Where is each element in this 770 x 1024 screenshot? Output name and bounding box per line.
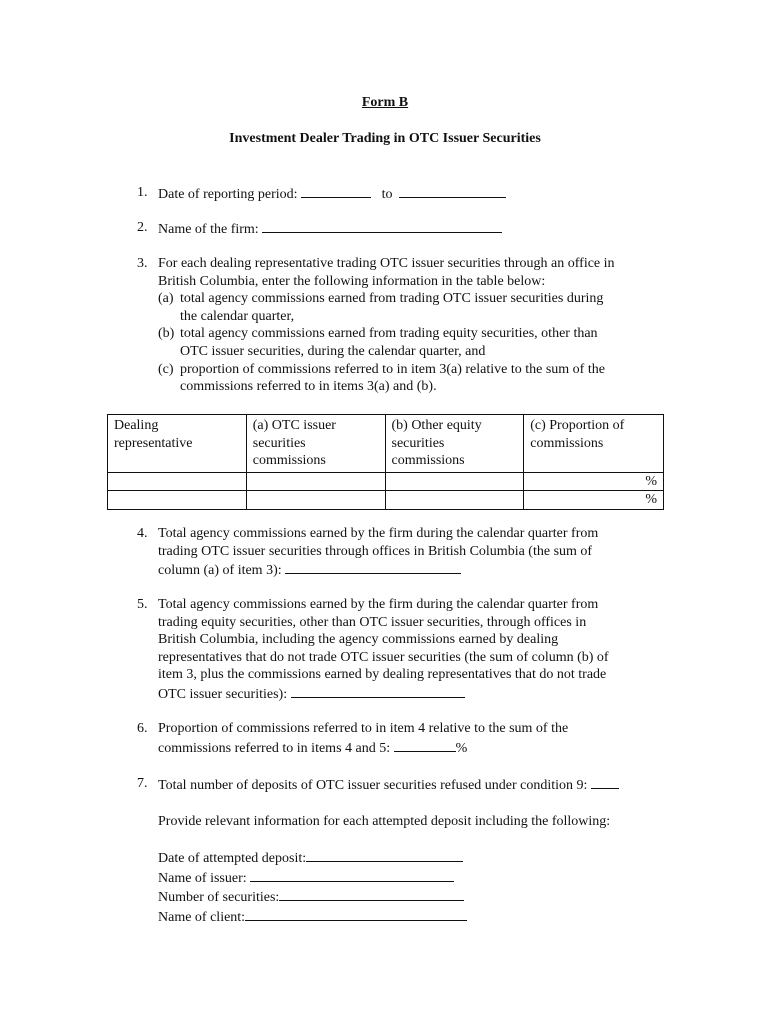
table-cell[interactable] [385, 472, 524, 491]
table-cell[interactable] [108, 472, 247, 491]
item-1-to: to [381, 187, 393, 202]
item-6-line: commissions referred to in items 4 and 5: [158, 740, 391, 756]
client-name-blank[interactable] [245, 907, 467, 921]
item-5 [137, 596, 667, 704]
item-number: 7. [137, 776, 148, 791]
equity-commissions-total-blank[interactable] [291, 684, 465, 698]
item-3c [158, 361, 667, 396]
item-5-line: British Columbia, including the agency commissions earned by dealing [158, 632, 559, 648]
item-number: 5. [137, 597, 148, 612]
item-4-line: Total agency commissions earned by the firm during the calendar quarter from [158, 526, 599, 541]
sub-text: the calendar quarter, [180, 308, 295, 324]
item-5-line: Total agency commissions earned by the firm during the calendar quarter from [158, 597, 599, 612]
item-3b [158, 325, 667, 360]
sub-text: total agency commissions earned from trading OTC issuer securities during [180, 291, 604, 307]
table-row [108, 491, 664, 510]
table-row [108, 472, 664, 491]
item-1 [137, 184, 667, 204]
table-cell[interactable] [108, 491, 247, 510]
securities-count-label: Number of securities: [158, 890, 280, 906]
table-header-row [108, 415, 664, 473]
item-number: 3. [137, 256, 148, 271]
item-4 [137, 525, 667, 580]
sub-text: OTC issuer securities, during the calendar quarter, and [180, 343, 486, 359]
item-3-intro-line: For each dealing representative trading OTC issuer securities through an office in [158, 256, 615, 271]
firm-name-blank[interactable] [262, 219, 502, 233]
item-number: 4. [137, 526, 148, 541]
table-header-cell: (b) Other equity securities commissions [385, 415, 524, 473]
deposit-date-blank[interactable] [306, 848, 463, 862]
percent-suffix: % [455, 740, 468, 756]
percent-sign: % [645, 473, 657, 489]
item-number: 2. [137, 220, 148, 235]
item-3 [137, 255, 667, 396]
table-header-cell: (a) OTC issuer securities commissions [246, 415, 385, 473]
client-name-label: Name of client: [158, 909, 246, 925]
refused-deposits-blank[interactable] [591, 775, 619, 789]
item-3a [158, 290, 667, 325]
sub-text: commissions referred to in items 3(a) and (b). [180, 379, 437, 395]
item-5-line: OTC issuer securities): [158, 686, 288, 702]
item-5-line: representatives that do not trade OTC issuer securities (the sum of column (b) of [158, 649, 609, 665]
table-cell[interactable] [246, 491, 385, 510]
item-4-line: trading OTC issuer securities through offices in British Columbia (the sum of [158, 543, 593, 559]
item-3-intro-line: British Columbia, enter the following information in the table below: [158, 273, 546, 289]
item-2-label: Name of the firm: [158, 222, 259, 237]
form-subtitle: Investment Dealer Trading in OTC Issuer Securities [229, 131, 541, 146]
item-6 [137, 720, 667, 757]
table-cell[interactable] [246, 472, 385, 491]
sub-text: proportion of commissions referred to in item 3(a) relative to the sum of the [180, 361, 605, 377]
deposit-date-label: Date of attempted deposit: [158, 851, 307, 867]
otc-commissions-total-blank[interactable] [285, 560, 461, 574]
item-1-label: Date of reporting period: [158, 187, 298, 202]
table-header-cell: Dealing representative [108, 415, 247, 473]
table-cell[interactable] [524, 491, 664, 510]
commissions-table [107, 414, 664, 510]
sub-label: (a) [158, 291, 174, 307]
item-7 [137, 775, 667, 927]
item-number: 1. [137, 185, 148, 200]
issuer-name-label: Name of issuer: [158, 870, 247, 886]
form-title: Form B [361, 95, 409, 110]
sub-text: total agency commissions earned from trading equity securities, other than [180, 326, 598, 342]
item-7-line: Total number of deposits of OTC issuer securities refused under condition 9: [158, 778, 588, 793]
table-cell[interactable] [524, 472, 664, 491]
item-2 [137, 219, 667, 239]
table-header-cell: (c) Proportion of commissions [524, 415, 664, 473]
sub-label: (b) [158, 326, 175, 342]
item-number: 6. [137, 721, 148, 736]
period-start-blank[interactable] [301, 184, 371, 198]
period-end-blank[interactable] [399, 184, 506, 198]
item-4-line: column (a) of item 3): [158, 563, 282, 579]
proportion-blank[interactable] [394, 738, 456, 752]
table-cell[interactable] [385, 491, 524, 510]
item-5-line: item 3, plus the commissions earned by dealing representatives that do not trade [158, 667, 607, 683]
item-5-line: trading equity securities, other than OTC issuer securities, through offices in [158, 614, 587, 630]
percent-sign: % [645, 492, 657, 508]
issuer-name-blank[interactable] [250, 868, 454, 882]
item-6-line: Proportion of commissions referred to in item 4 relative to the sum of the [158, 721, 569, 736]
securities-count-blank[interactable] [279, 887, 464, 901]
item-7-provide: Provide relevant information for each attempted deposit including the following: [158, 813, 611, 829]
sub-label: (c) [158, 361, 174, 377]
